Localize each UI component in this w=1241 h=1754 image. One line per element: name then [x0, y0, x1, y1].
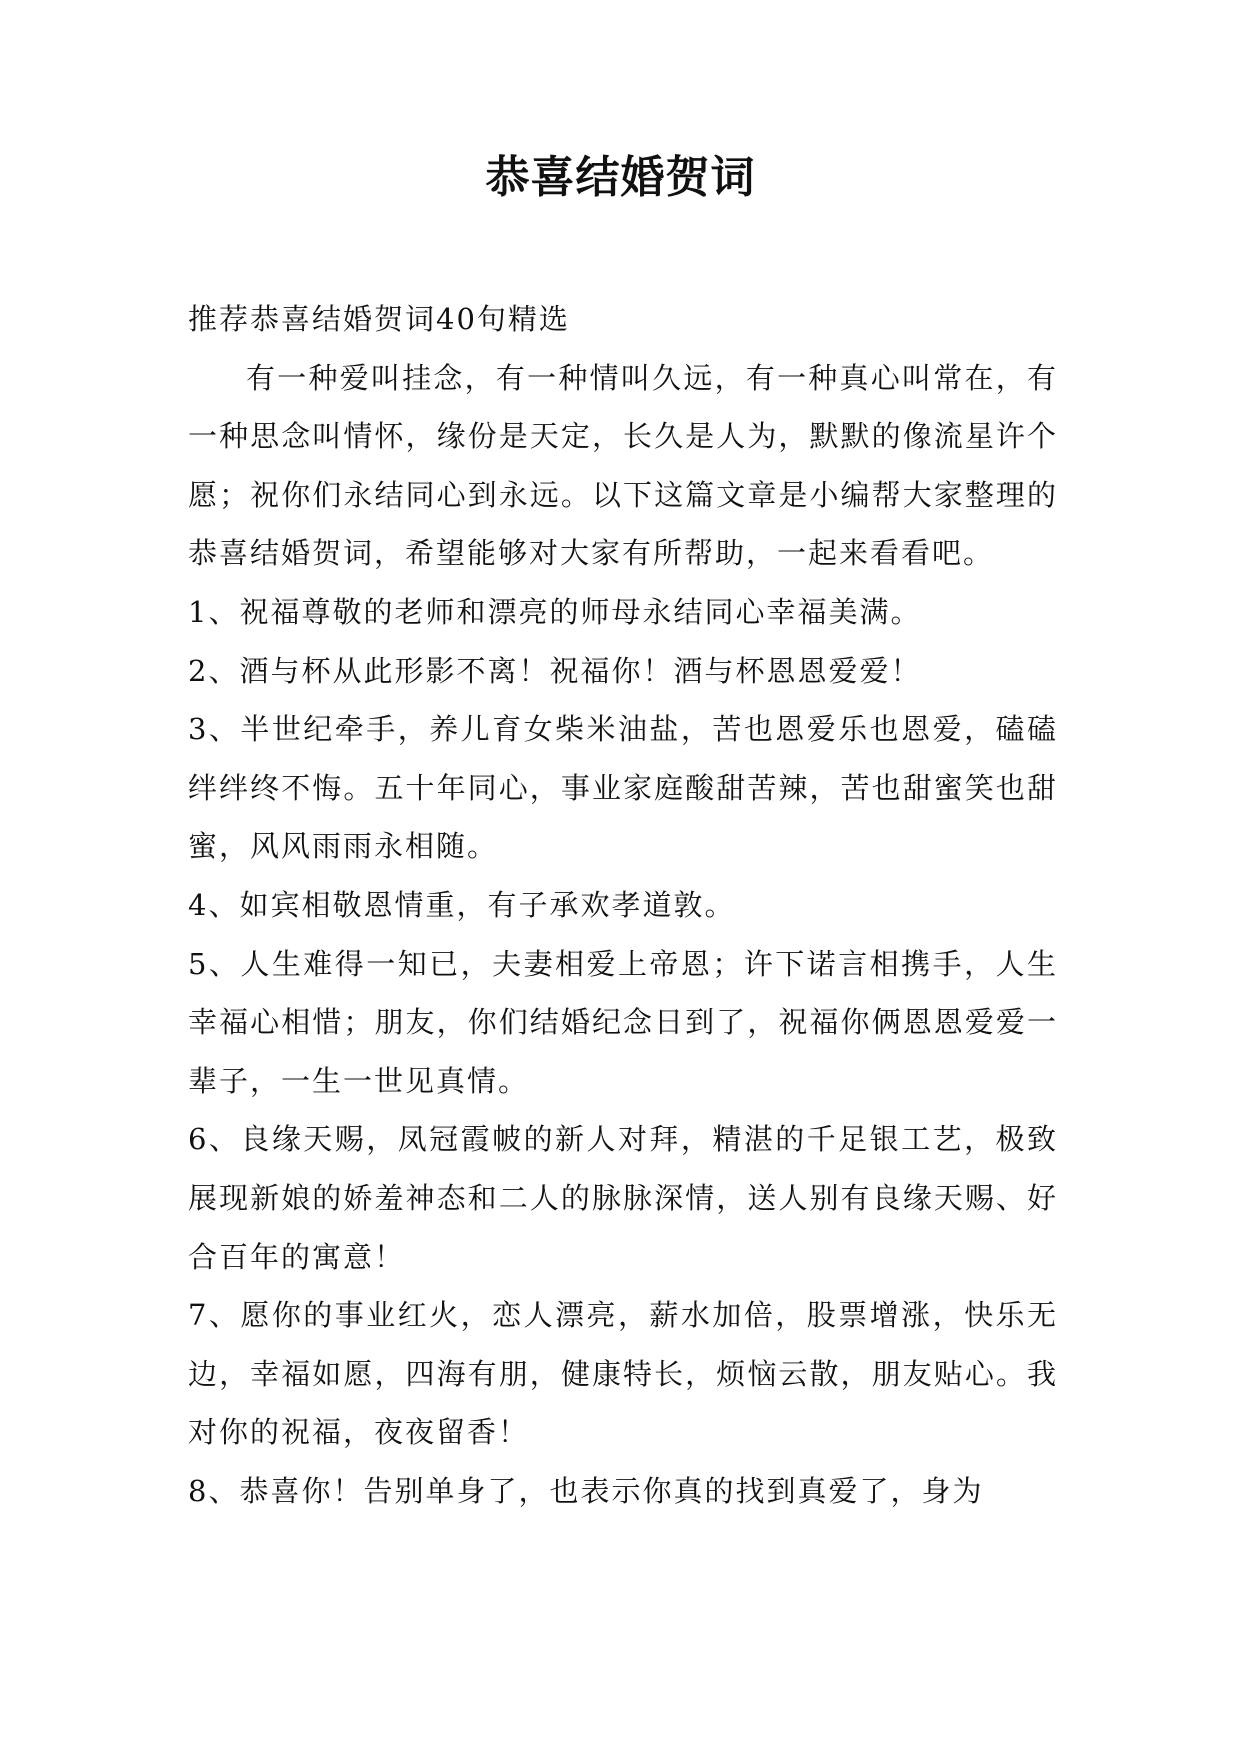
page-title: 恭喜结婚贺词: [485, 152, 756, 203]
list-item: 5、人生难得一知已，夫妻相爱上帝恩；许下诺言相携手，人生幸福心相惜；朋友，你们结婚纪念日到了，祝福你俩恩恩爱爱一辈子，一生一世见真情。: [188, 946, 1058, 1098]
document-body: [188, 290, 1058, 1520]
intro-paragraph: 有一种爱叫挂念，有一种情叫久远，有一种真心叫常在，有一种思念叫情怀，缘份是天定，长久是人为，默默的像流星许个愿；祝你们永结同心到永远。以下这篇文章是小编帮大家整理的恭喜结婚贺词，希望能够对大家有所帮助，一起来看看吧。: [188, 360, 1058, 571]
list-item: 3、半世纪牵手，养儿育女柴米油盐，苦也恩爱乐也恩爱，磕磕绊绊终不悔。五十年同心，事业家庭酸甜苦辣，苦也甜蜜笑也甜蜜，风风雨雨永相随。: [188, 712, 1058, 864]
list-item: 2、酒与杯从此形影不离！祝福你！酒与杯恩恩爱爱！: [188, 653, 922, 688]
list-item: 1、祝福尊敬的老师和漂亮的师母永结同心幸福美满。: [188, 594, 922, 629]
list-item: 6、良缘天赐，凤冠霞帔的新人对拜，精湛的千足银工艺，极致展现新娘的娇羞神态和二人的脉脉深情，送人别有良缘天赐、好合百年的寓意！: [188, 1122, 1058, 1274]
document-subtitle: 推荐恭喜结婚贺词40句精选: [188, 302, 570, 336]
list-item: 7、愿你的事业红火，恋人漂亮，薪水加倍，股票增涨，快乐无边，幸福如愿，四海有朋，健康特长，烦恼云散，朋友贴心。我对你的祝福，夜夜留香！: [188, 1298, 1058, 1450]
list-item: 4、如宾相敬恩情重，有子承欢孝道敦。: [188, 887, 736, 922]
list-item: 8、恭喜你！告别单身了，也表示你真的找到真爱了，身为: [188, 1473, 984, 1508]
